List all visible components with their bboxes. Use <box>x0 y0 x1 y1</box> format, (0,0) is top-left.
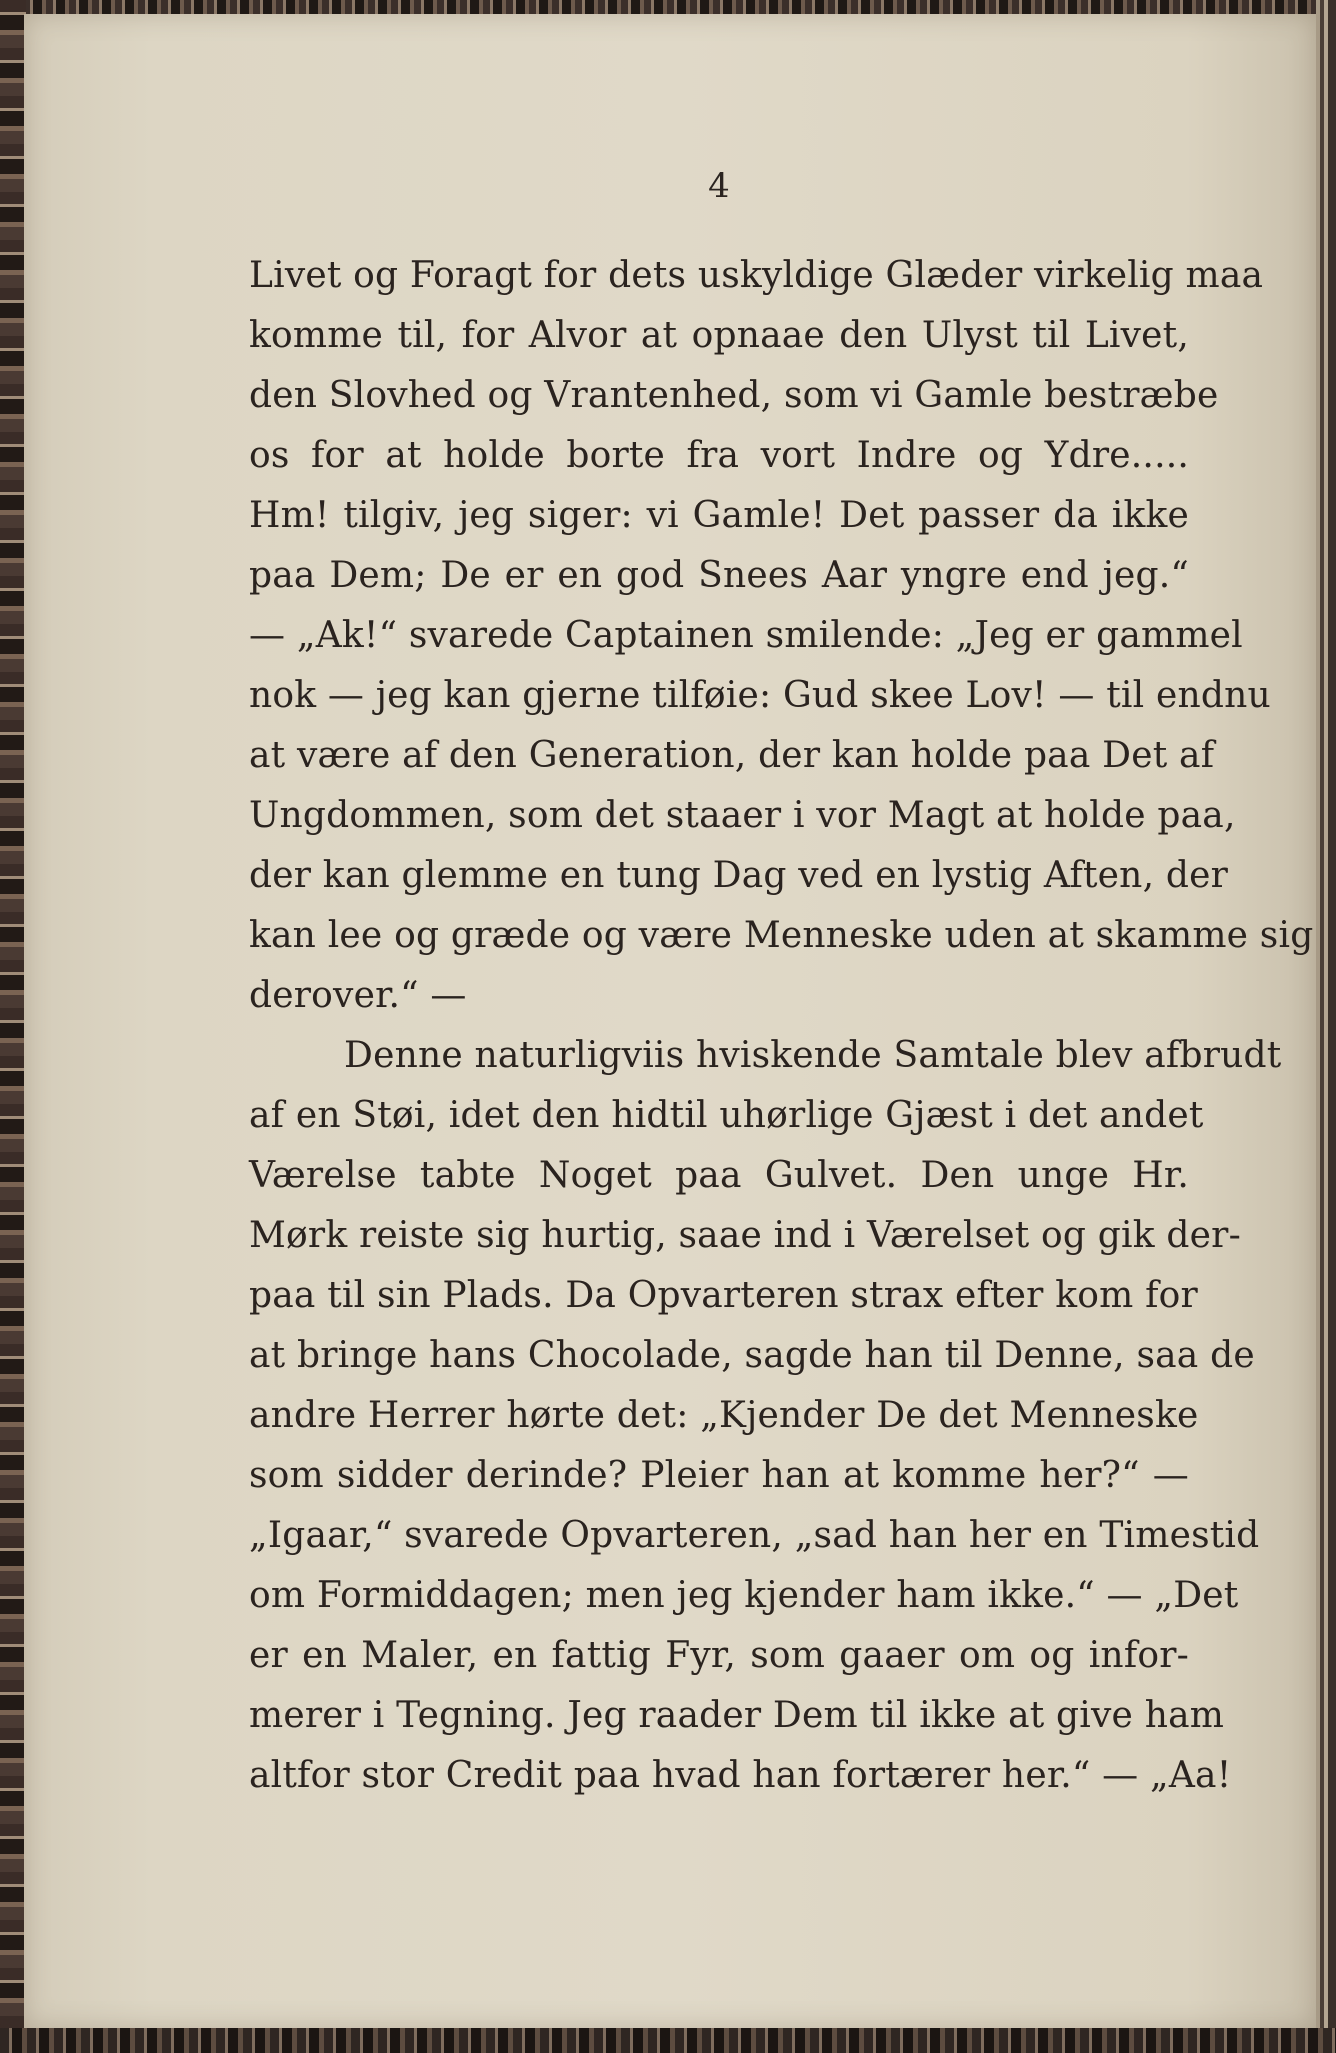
text-line: derover.“ — <box>249 975 467 1016</box>
body-text <box>249 246 1314 1806</box>
book-edge-right <box>1316 0 1336 2053</box>
text-line: som sidder derinde? Pleier han at komme her?“ — <box>249 1455 1189 1496</box>
text-line: komme til, for Alvor at opnaae den Ulyst til Livet, <box>249 315 1189 356</box>
text-line: Værelse tabte Noget paa Gulvet. Den unge Hr. <box>249 1155 1189 1196</box>
text-line: Livet og Foragt for dets uskyldige Glæder virkelig maa <box>249 255 1264 296</box>
text-line: om Formiddagen; men jeg kjender ham ikke.“ — „Det <box>249 1575 1239 1616</box>
text-line: paa til sin Plads. Da Opvarteren strax efter kom for <box>249 1275 1198 1316</box>
text-line: merer i Tegning. Jeg raader Dem til ikke at give ham <box>249 1695 1225 1736</box>
book-binding-left <box>0 0 26 2053</box>
text-line: nok — jeg kan gjerne tilføie: Gud skee Lov! — til endnu <box>249 675 1271 716</box>
text-line: kan lee og græde og være Menneske uden at skamme sig <box>249 915 1314 956</box>
text-line: — „Ak!“ svarede Captainen smilende: „Jeg er gammel <box>249 615 1243 656</box>
text-line: Mørk reiste sig hurtig, saae ind i Værelset og gik der- <box>249 1215 1241 1256</box>
text-line: Hm! tilgiv, jeg siger: vi Gamle! Det passer da ikke <box>249 495 1189 536</box>
text-line: at være af den Generation, der kan holde paa Det af <box>249 735 1215 776</box>
book-edge-bottom <box>0 2028 1336 2053</box>
text-line: os for at holde borte fra vort Indre og Ydre..... <box>249 435 1189 476</box>
text-line: paa Dem; De er en god Snees Aar yngre end jeg.“ <box>249 555 1189 596</box>
page-number: 4 <box>708 166 730 206</box>
text-line: den Slovhed og Vrantenhed, som vi Gamle bestræbe <box>249 375 1219 416</box>
text-line: Ungdommen, som det staaer i vor Magt at holde paa, <box>249 795 1236 836</box>
text-line: altfor stor Credit paa hvad han fortærer her.“ — „Aa! <box>249 1755 1232 1796</box>
text-line: Denne naturligviis hviskende Samtale blev afbrudt <box>344 1035 1282 1076</box>
text-line: „Igaar,“ svarede Opvarteren, „sad han her en Timestid <box>249 1515 1260 1556</box>
book-edge-top <box>0 0 1336 14</box>
book-page <box>24 14 1316 2028</box>
text-line: andre Herrer hørte det: „Kjender De det Menneske <box>249 1395 1199 1436</box>
text-line: er en Maler, en fattig Fyr, som gaaer om og infor- <box>249 1635 1189 1676</box>
text-line: der kan glemme en tung Dag ved en lystig Aften, der <box>249 855 1229 896</box>
text-line: at bringe hans Chocolade, sagde han til Denne, saa de <box>249 1335 1255 1376</box>
text-line: af en Støi, idet den hidtil uhørlige Gjæst i det andet <box>249 1095 1204 1136</box>
